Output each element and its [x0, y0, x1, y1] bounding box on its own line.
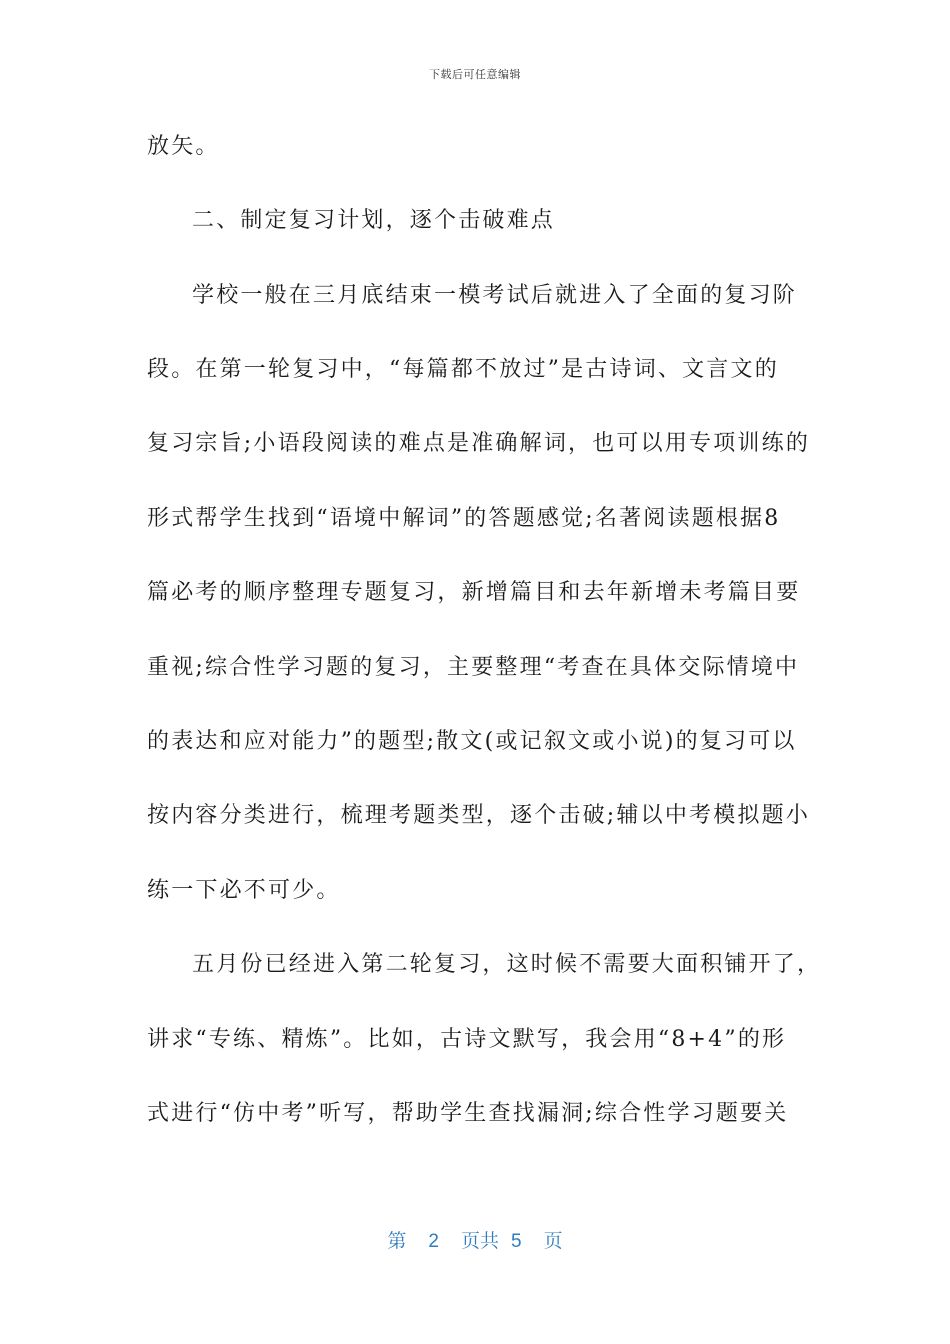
- current-page-number: 2: [428, 1231, 439, 1252]
- page-footer: [0, 1226, 950, 1253]
- paragraph-line: 篇必考的顺序整理专题复习，新增篇目和去年新增未考篇目要: [147, 580, 801, 605]
- page-header: 下载后可任意编辑: [429, 68, 521, 81]
- footer-suffix: 页: [543, 1231, 563, 1252]
- footer-prefix: 第: [387, 1231, 407, 1252]
- section-heading: 二、制定复习计划，逐个击破难点: [192, 208, 556, 233]
- paragraph-line: 讲求“专练、精炼”。比如，古诗文默写，我会用“8+4”的形: [147, 1027, 787, 1052]
- paragraph-line: 重视;综合性学习题的复习，主要整理“考查在具体交际情境中: [147, 655, 800, 680]
- footer-middle: 页共: [460, 1231, 499, 1252]
- paragraph-line: 放矢。: [147, 134, 220, 159]
- total-pages-number: 5: [511, 1231, 522, 1252]
- paragraph-line: 段。在第一轮复习中，“每篇都不放过”是古诗词、文言文的: [147, 357, 779, 382]
- paragraph-line: 学校一般在三月底结束一模考试后就进入了全面的复习阶: [192, 283, 798, 308]
- paragraph-line: 的表达和应对能力”的题型;散文(或记叙文或小说)的复习可以: [147, 729, 797, 754]
- paragraph-line: 按内容分类进行，梳理考题类型，逐个击破;辅以中考模拟题小: [147, 803, 811, 828]
- paragraph-line: 五月份已经进入第二轮复习，这时候不需要大面积铺开了，: [192, 952, 822, 977]
- paragraph-line: 形式帮学生找到“语境中解词”的答题感觉;名著阅读题根据8: [147, 506, 781, 531]
- paragraph-line: 式进行“仿中考”听写，帮助学生查找漏洞;综合性学习题要关: [147, 1101, 789, 1126]
- paragraph-line: 复习宗旨;小语段阅读的难点是准确解词，也可以用专项训练的: [147, 431, 811, 456]
- paragraph-line: 练一下必不可少。: [147, 878, 341, 903]
